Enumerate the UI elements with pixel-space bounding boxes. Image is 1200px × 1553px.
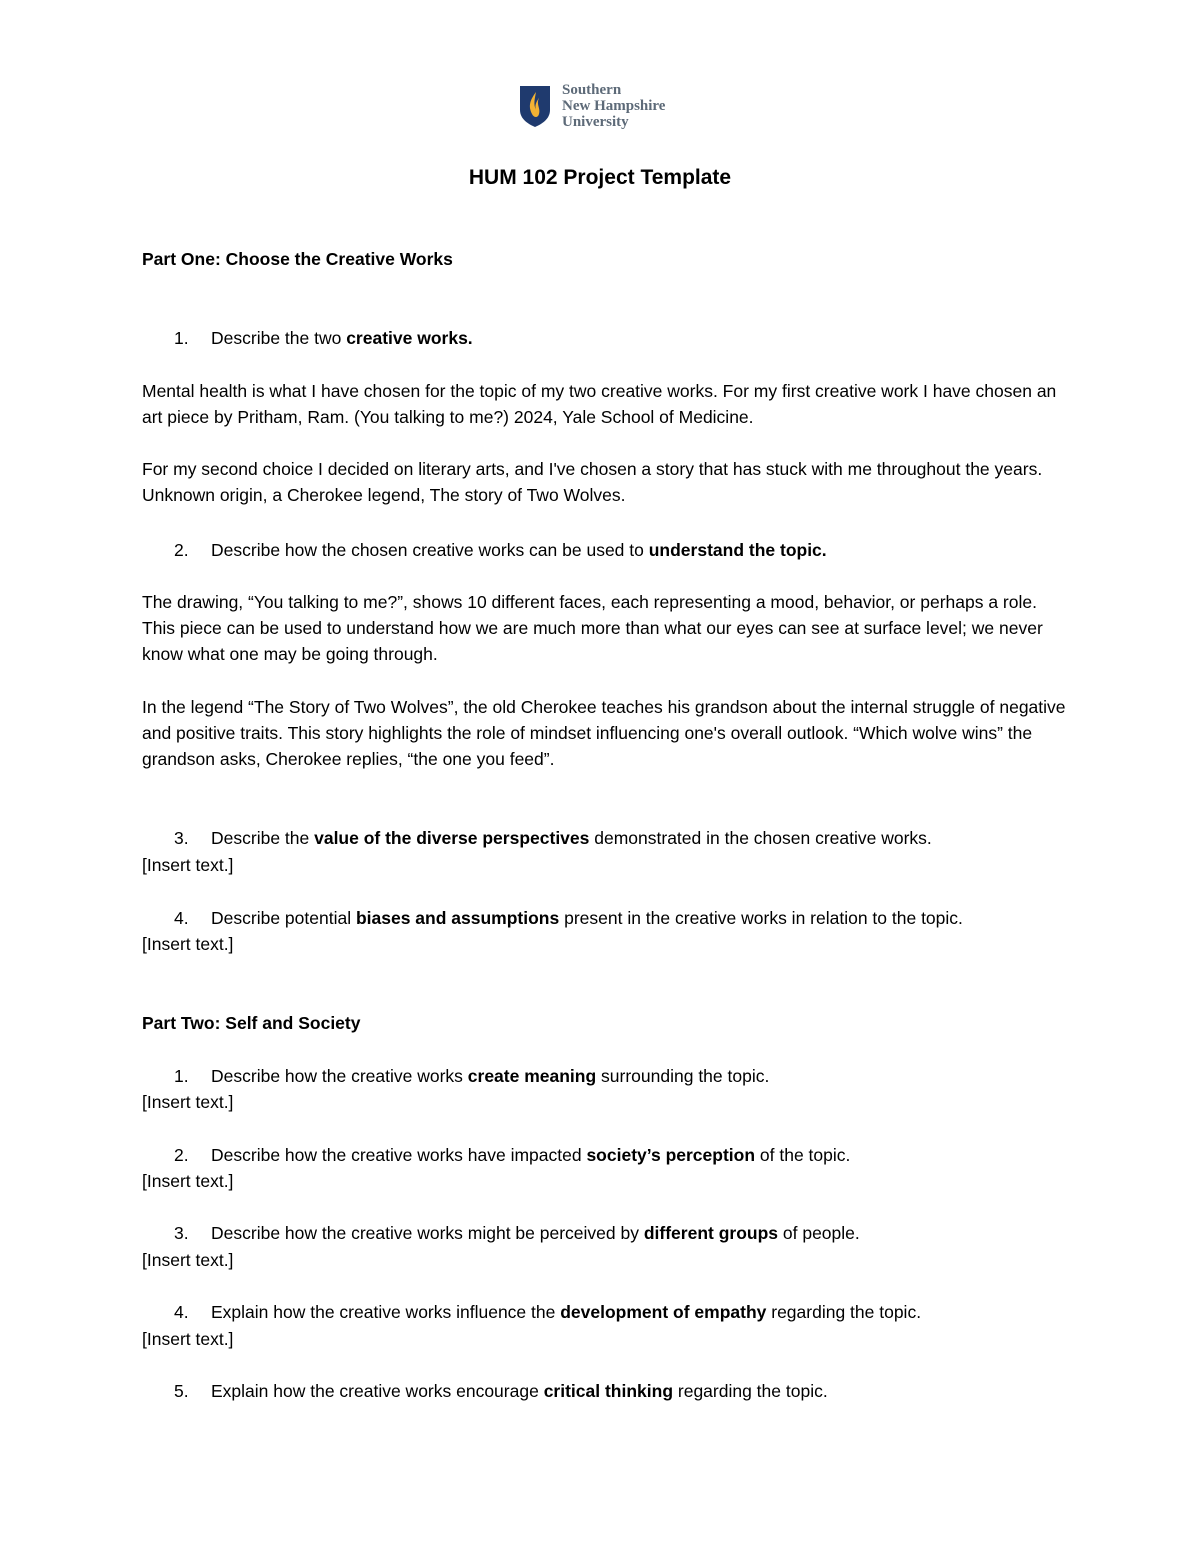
insert-text-placeholder: [Insert text.] [142, 1250, 234, 1270]
part-two-question-4 [174, 1299, 1074, 1325]
question-number: 1. [174, 328, 189, 348]
answer-paragraph-3: The drawing, “You talking to me?”, shows 10 different faces, each representing a mood, behavior, or perhaps a role. This piece can be used to understand how we are much more than what our eyes can see at surface level; we never know what one may be going through. [142, 592, 1043, 664]
question-number: 3. [174, 1223, 189, 1243]
part-one-question-4 [174, 905, 1074, 931]
university-logo [518, 82, 665, 130]
question-number: 4. [174, 1302, 189, 1322]
question-text: Describe how the chosen creative works can be used to [211, 540, 649, 560]
part-two-heading: Part Two: Self and Society [142, 1013, 361, 1033]
part-two-question-1 [174, 1063, 1074, 1089]
question-text-end: surrounding the topic. [596, 1066, 770, 1086]
question-text: Describe the two [211, 328, 347, 348]
question-emphasis: understand the topic. [648, 540, 827, 560]
insert-text-placeholder: [Insert text.] [142, 1092, 234, 1112]
question-number: 3. [174, 828, 189, 848]
part-two-question-5 [174, 1378, 1074, 1404]
question-text-end: regarding the topic. [673, 1381, 828, 1401]
answer-paragraph-2: For my second choice I decided on literary arts, and I've chosen a story that has stuck with me throughout the years. Unknown origin, a Cherokee legend, The story of Two Wolves. [142, 459, 1043, 505]
question-number: 2. [174, 540, 189, 560]
question-text-end: present in the creative works in relation to the topic. [559, 908, 963, 928]
part-one-question-3 [174, 825, 1074, 851]
question-text-end: regarding the topic. [766, 1302, 922, 1322]
part-one-question-1 [174, 325, 1074, 351]
document-title: HUM 102 Project Template [468, 166, 732, 189]
question-emphasis: development of empathy [560, 1302, 767, 1322]
question-number: 1. [174, 1066, 189, 1086]
question-text: Explain how the creative works encourage [211, 1381, 544, 1401]
question-emphasis: value of the diverse perspectives [314, 828, 590, 848]
logo-line-3: University [562, 114, 629, 130]
question-text: Describe how the creative works [211, 1066, 468, 1086]
question-emphasis: biases and assumptions [355, 908, 560, 928]
question-text: Describe potential [211, 908, 356, 928]
insert-text-placeholder: [Insert text.] [142, 1171, 234, 1191]
insert-text-placeholder: [Insert text.] [142, 1329, 234, 1349]
insert-text-placeholder: [Insert text.] [142, 855, 234, 875]
question-text: Describe how the creative works have impacted [211, 1145, 587, 1165]
question-text-end: demonstrated in the chosen creative works. [589, 828, 932, 848]
shield-flame-icon [518, 84, 552, 128]
question-number: 2. [174, 1145, 189, 1165]
answer-paragraph-1: Mental health is what I have chosen for the topic of my two creative works. For my first creative work I have chosen an art piece by Pritham, Ram. (You talking to me?) 2024, Yale School of Medicine. [142, 381, 1057, 427]
question-emphasis: critical thinking [543, 1381, 674, 1401]
question-emphasis: society’s perception [586, 1145, 756, 1165]
answer-paragraph-4: In the legend “The Story of Two Wolves”, the old Cherokee teaches his grandson about the internal struggle of negative and positive traits. This story highlights the role of mindset influencing one's overall outlook. “Which wolve wins” the grandson asks, Cherokee replies, “the one you feed”. [142, 697, 1066, 769]
question-text-end: of people. [778, 1223, 860, 1243]
part-two-question-3 [174, 1220, 1074, 1246]
question-emphasis: different groups [643, 1223, 779, 1243]
question-text-end: of the topic. [755, 1145, 851, 1165]
question-text: Explain how the creative works influence the [211, 1302, 561, 1322]
part-two-question-2 [174, 1142, 1074, 1168]
insert-text-placeholder: [Insert text.] [142, 934, 234, 954]
part-one-heading: Part One: Choose the Creative Works [142, 249, 453, 269]
question-text: Describe the [211, 828, 315, 848]
logo-line-2: New Hampshire [562, 98, 666, 114]
logo-wordmark [562, 82, 665, 130]
question-text: Describe how the creative works might be perceived by [211, 1223, 644, 1243]
question-number: 5. [174, 1381, 189, 1401]
logo-line-1: Southern [562, 82, 622, 98]
question-number: 4. [174, 908, 189, 928]
part-one-question-2 [174, 537, 1074, 563]
question-emphasis: creative works. [346, 328, 473, 348]
question-emphasis: create meaning [467, 1066, 597, 1086]
